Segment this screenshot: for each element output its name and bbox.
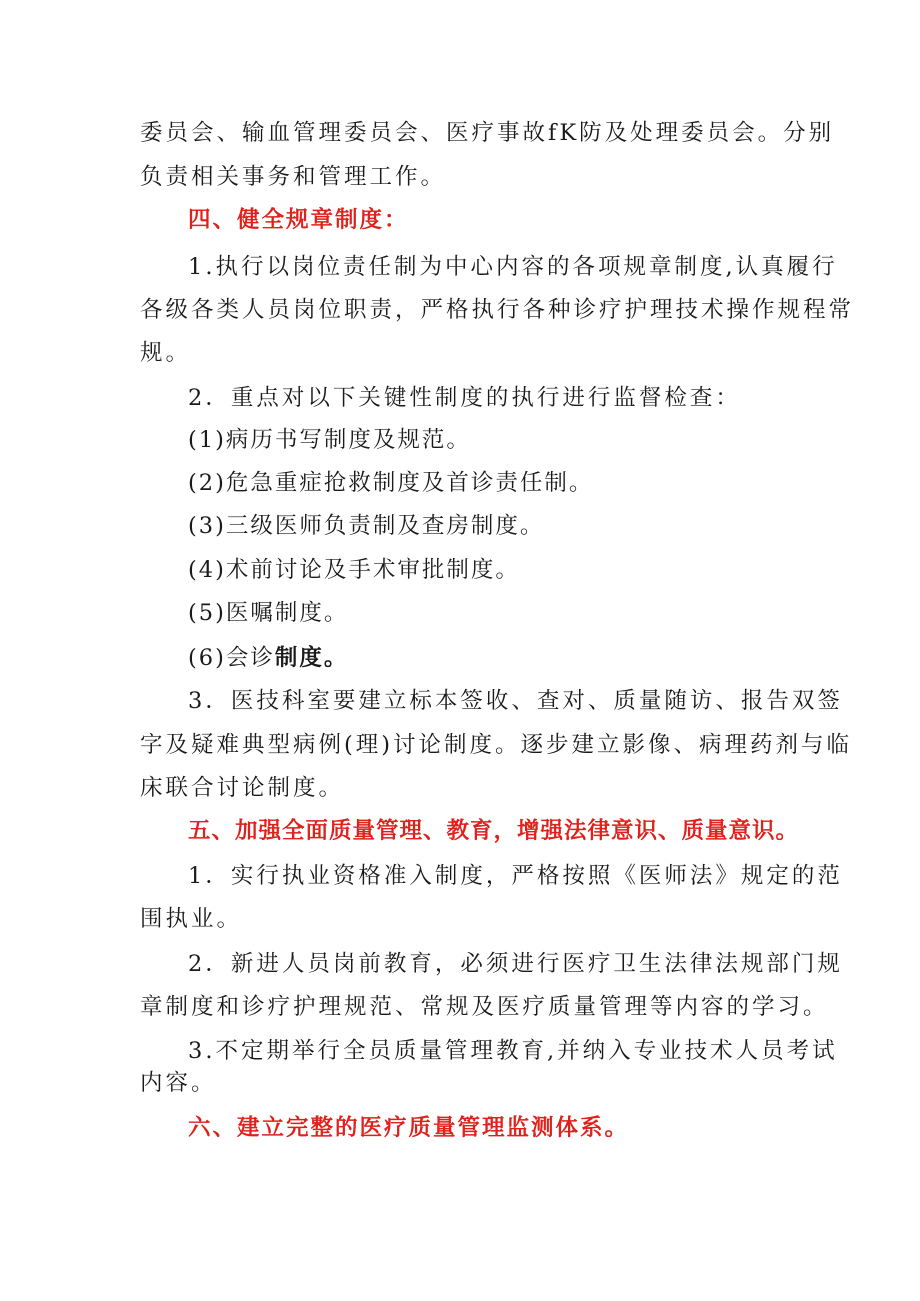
section-4-item-1-line-2: 各级各类人员岗位职责，严格执行各种诊疗护理技术操作规程常 — [140, 297, 855, 323]
sub-item-3: (3)三级医师负责制及查房制度。 — [188, 513, 545, 539]
intro-line-2: 负责相关事务和管理工作。 — [140, 164, 447, 190]
sub-item-6 — [188, 643, 848, 673]
sub-item-2: (2)危急重症抢救制度及首诊责任制。 — [188, 470, 594, 496]
sub-item-5: (5)医嘱制度。 — [188, 600, 349, 626]
section-4-item-1-line-3: 规。 — [140, 340, 192, 366]
section-5-item-1-line-2: 围执业。 — [140, 906, 243, 932]
section-5-heading: 五、加强全面质量管理、教育，增强法律意识、质量意识。 — [188, 818, 800, 844]
section-4-item-1-line-1: 1.执行以岗位责任制为中心内容的各项规章制度,认真履行 — [188, 254, 838, 280]
sub-item-6-bold: 制度。 — [274, 645, 349, 671]
section-4-item-3-line-1: 3．医技科室要建立标本签收、查对、质量随访、报告双签 — [188, 688, 843, 714]
section-5-item-2-line-2: 章制度和诊疗护理规范、常规及医疗质量管理等内容的学习。 — [140, 994, 829, 1020]
sub-item-4: (4)术前讨论及手术审批制度。 — [188, 557, 520, 583]
section-6-heading: 六、建立完整的医疗质量管理监测体系。 — [188, 1115, 630, 1141]
intro-line-1: 委员会、输血管理委员会、医疗事故fK防及处理委员会。分别 — [140, 120, 835, 146]
section-4-item-3-line-3: 床联合讨论制度。 — [140, 775, 345, 801]
section-5-item-3-line-1: 3.不定期举行全员质量管理教育,并纳入专业技术人员考试 — [188, 1038, 838, 1064]
sub-item-1: (1)病历书写制度及规范。 — [188, 427, 471, 453]
section-5-item-1-line-1: 1．实行执业资格准入制度，严格按照《医师法》规定的范 — [188, 863, 843, 889]
section-4-item-3-line-2: 字及疑难典型病例(理)讨论制度。逐步建立影像、病理药剂与临 — [140, 732, 853, 758]
section-5-item-2-line-1: 2．新进人员岗前教育，必须进行医疗卫生法律法规部门规 — [188, 951, 843, 977]
sub-item-6-prefix: (6)会诊 — [188, 645, 275, 671]
section-4-item-2: 2．重点对以下关键性制度的执行进行监督检查： — [188, 385, 741, 411]
section-4-heading: 四、健全规章制度： — [188, 207, 409, 233]
section-5-item-3-line-2: 内容。 — [140, 1070, 217, 1096]
